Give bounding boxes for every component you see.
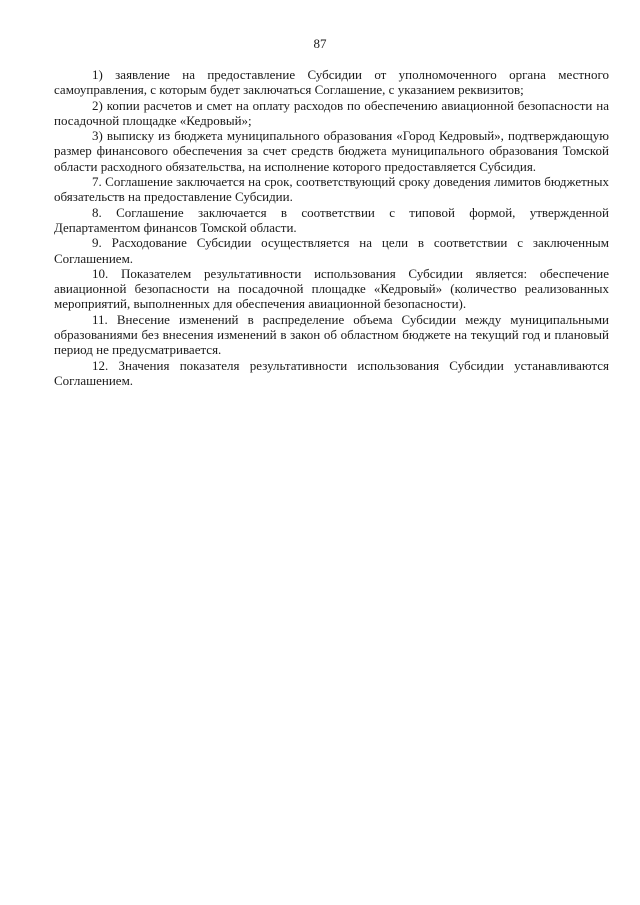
paragraph-7: 7. Соглашение заключается на срок, соответствующий сроку доведения лимитов бюджетных обязательств на предоставление Субсидии. [54,174,609,205]
paragraph-10: 10. Показателем результативности использования Субсидии является: обеспечение авиационной безопасности на посадочной площадке «Кедровый» (количество реализованных мероприятий, выполненных для обеспечения авиационной безопасности). [54,265,609,312]
paragraph-8: 8. Соглашение заключается в соответствии с типовой формой, утвержденной Департаментом финансов Томской области. [54,204,609,235]
paragraph-12: 12. Значения показателя результативности использования Субсидии устанавливаются Соглашением. [54,357,609,388]
document-body [54,67,609,388]
paragraph-item-1: 1) заявление на предоставление Субсидии от уполномоченного органа местного самоуправления, с которым будет заключаться Соглашение, с указанием реквизитов; [54,67,609,98]
paragraph-item-2: 2) копии расчетов и смет на оплату расходов по обеспечению авиационной безопасности на посадочной площадке «Кедровый»; [54,97,609,128]
paragraph-item-3: 3) выписку из бюджета муниципального образования «Город Кедровый», подтверждающую размер финансового обеспечения за счет средств бюджета муниципального образования Томской области расходного обязательства, на исполнение которого предоставляется Субсидия. [54,128,609,174]
paragraph-9: 9. Расходование Субсидии осуществляется на цели в соответствии с заключенным Соглашением. [54,235,609,266]
page-number: 87 [313,36,327,51]
paragraph-11: 11. Внесение изменений в распределение объема Субсидии между муниципальными образованиями без внесения изменений в закон об областном бюджете на текущий год и плановый период не предусматривается. [54,311,609,358]
